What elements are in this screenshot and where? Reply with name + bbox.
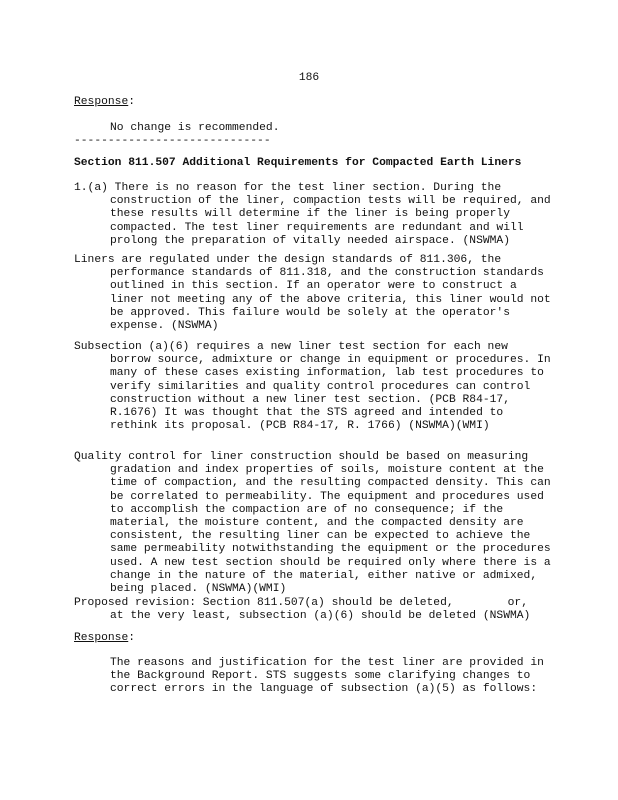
comment-2	[74, 254, 554, 333]
response-colon: :	[128, 632, 136, 644]
response-label-line	[74, 96, 554, 109]
comment-1	[74, 182, 554, 248]
response-text-block-2	[74, 657, 554, 697]
proposed-revision-main: Proposed revision: Section 811.507(a) should be deleted,	[74, 597, 454, 609]
no-change-block	[74, 122, 554, 148]
comment-4	[74, 451, 554, 596]
comment-paragraph: Subsection (a)(6) requires a new liner test section for each new borrow source, admixture or change in equipment or procedures. In many of these cases existing information, lab test procedures to verify similarities and quality control procedures can control construction without a new liner test section. (PCB R84-17, R.1676) It was thought that the STS agreed and intended to rethink its proposal. (PCB R84-17, R. 1766) (NSWMA)(WMI)	[74, 341, 551, 433]
section-heading: Section 811.507 Additional Requirements for Compacted Earth Liners	[74, 157, 522, 169]
response-label: Response	[74, 632, 129, 644]
comment-paragraph: Quality control for liner construction should be based on measuring gradation and index properties of soils, moisture content at the time of compaction, and the resulting compacted density. This can be correlated to permeability. The equipment and procedures used to accomplish the compaction are of no consequence; if the material, the moisture content, and the compacted density are consistent, the resulting liner can be expected to achieve the same permeability notwithstanding the equipment or the procedures used. A new test section should be required only where there is a change in the nature of the material, either native or admixed, being placed. (NSWMA)(WMI)	[74, 451, 551, 596]
comment-paragraph: Liners are regulated under the design standards of 811.306, the performance standards of 811.318, and the construction standards outlined in this section. If an operator were to construct a liner not meeting any of the above criteria, this liner would not be approved. This failure would be solely at the operator's expense. (NSWMA)	[74, 254, 551, 333]
proposed-revision	[74, 597, 554, 623]
page-number: 186	[298, 72, 320, 84]
separator-rule: -----------------------------	[74, 135, 271, 148]
response-label-line	[74, 632, 554, 645]
response-label: Response	[74, 96, 129, 108]
response-block-1	[74, 96, 554, 109]
response-text: The reasons and justification for the test liner are provided in the Background Report. STS suggests some clarifying changes to correct errors in the language of subsection (a)(5) as follows:	[110, 657, 544, 696]
proposed-revision-or: or,	[507, 597, 528, 609]
proposed-revision-line	[74, 597, 554, 610]
response-colon: :	[128, 96, 136, 108]
proposed-revision-continuation: at the very least, subsection (a)(6) should be deleted (NSWMA)	[110, 610, 531, 623]
comment-paragraph: 1.(a) There is no reason for the test liner section. During the construction of the liner, compaction tests will be required, and these results will determine if the liner is being properly compacted. The test liner requirements are redundant and will prolong the preparation of vitally needed airspace. (NSWMA)	[74, 182, 551, 247]
response-text: No change is recommended.	[110, 122, 280, 134]
comment-3	[74, 341, 554, 433]
section-heading-block	[74, 157, 554, 170]
response-block-2	[74, 632, 554, 645]
